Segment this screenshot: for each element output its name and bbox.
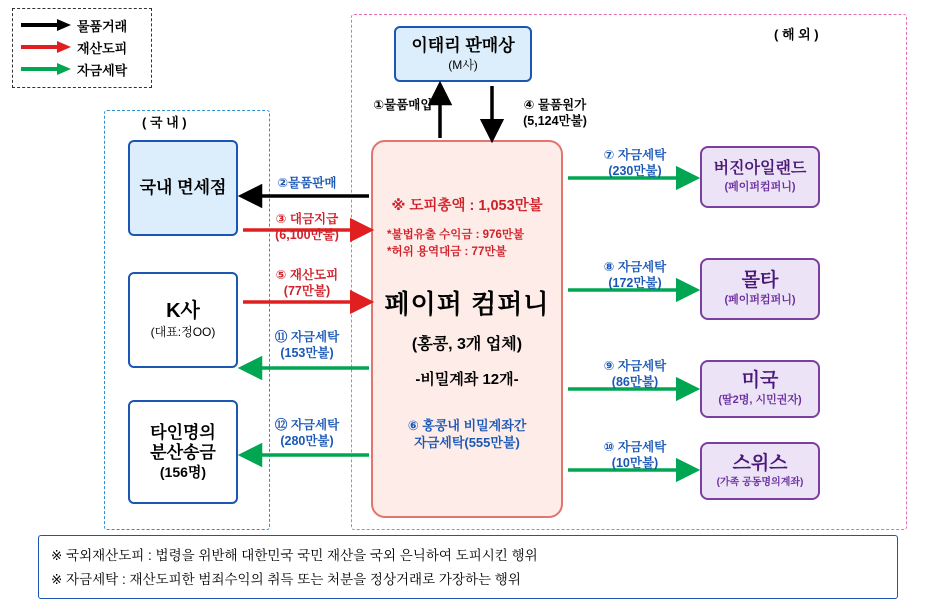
node-italy-seller-sub: (M사) xyxy=(448,57,478,72)
label-flow-8-num: ⑧ xyxy=(603,260,615,274)
label-flow-1-text: 물품매입 xyxy=(384,98,433,112)
label-flow-10 xyxy=(575,440,695,471)
node-italy-seller[interactable] xyxy=(394,26,532,82)
legend xyxy=(12,8,152,88)
label-flow-10-amount: (10만불) xyxy=(611,455,659,470)
node-usa-sub: (딸2명, 시민권자) xyxy=(718,394,802,407)
label-flow-12-amount: (280만불) xyxy=(280,433,334,448)
label-flow-5-amount: (77만불) xyxy=(283,283,331,298)
node-swiss-title: 스위스 xyxy=(732,453,788,475)
paper-company-internal-flow xyxy=(408,417,527,435)
paper-company-name: 페이퍼 컴퍼니 xyxy=(384,288,550,319)
green-arrow-icon xyxy=(19,62,71,76)
label-flow-5-num: ⑤ xyxy=(275,268,287,282)
label-flow-9-amount: (86만불) xyxy=(611,374,659,389)
label-flow-4-text: 물품원가 xyxy=(537,98,587,112)
label-flow-7-amount: (230만불) xyxy=(608,163,662,178)
node-paper-company[interactable] xyxy=(371,140,563,518)
label-flow-3 xyxy=(252,212,362,243)
label-flow-9-num: ⑨ xyxy=(603,359,615,373)
node-virgin-islands[interactable] xyxy=(700,146,820,208)
node-malta[interactable] xyxy=(700,258,820,320)
paper-company-internal-line1: 홍콩내 비밀계좌간 xyxy=(422,417,527,433)
node-swiss[interactable] xyxy=(700,442,820,500)
legend-item-laundering xyxy=(19,58,145,80)
node-k-company[interactable] xyxy=(128,272,238,368)
node-duty-free-shop-title: 국내 면세점 xyxy=(139,178,227,198)
black-arrow-icon xyxy=(19,18,71,32)
node-other-name-remittance[interactable] xyxy=(128,400,238,504)
paper-company-location: (홍콩, 3개 업체) xyxy=(411,335,523,353)
label-flow-5-text: 재산도피 xyxy=(289,268,339,282)
footer-note-2: ※ 자금세탁 : 재산도피한 범죄수익의 취득 또는 처분을 정상거래로 가장하는 행위 xyxy=(51,571,521,587)
label-flow-12-text: 자금세탁 xyxy=(290,418,340,432)
node-malta-sub: (페이퍼컴퍼니) xyxy=(724,294,796,307)
paper-company-detail-2: *허위 용역대금 : 77만불 xyxy=(387,246,507,259)
label-flow-7 xyxy=(575,148,695,179)
paper-company-internal-num: ⑥ xyxy=(407,417,419,433)
legend-item-goods xyxy=(19,14,145,36)
domestic-panel-title: ( 국 내 ) xyxy=(138,112,191,131)
overseas-panel-title: ( 해 외 ) xyxy=(770,24,823,43)
label-flow-4-amount: (5,124만불) xyxy=(523,113,587,128)
paper-company-detail-1: *불법유출 수익금 : 976만불 xyxy=(387,229,525,241)
label-flow-7-num: ⑦ xyxy=(603,148,615,162)
node-k-company-sub: (대표:정OO) xyxy=(150,325,216,340)
node-virgin-islands-title: 버진아일랜드 xyxy=(713,160,807,178)
footer-note-1: ※ 국외재산도피 : 법령을 위반해 대한민국 국민 재산을 국외 은닉하여 도피시킨 행위 xyxy=(51,548,538,563)
label-flow-2-text: 물품판매 xyxy=(288,176,337,190)
label-flow-10-text: 자금세탁 xyxy=(617,440,667,454)
node-swiss-sub: (가족 공동명의계좌) xyxy=(716,476,804,488)
label-flow-12 xyxy=(252,418,362,449)
paper-company-accounts: -비밀계좌 12개- xyxy=(415,370,519,388)
label-flow-1 xyxy=(358,98,448,114)
node-other-name-remittance-title2: 분산송금 xyxy=(150,442,216,462)
paper-company-total-label: ※ 도피총액 : 1,053만불 xyxy=(391,198,543,214)
node-malta-title: 몰타 xyxy=(741,270,779,292)
node-other-name-remittance-title: 타인명의 xyxy=(150,423,216,443)
node-italy-seller-title: 이태리 판매상 xyxy=(411,36,515,56)
label-flow-5 xyxy=(252,268,362,299)
label-flow-9-text: 자금세탁 xyxy=(617,359,667,373)
legend-item-asset-flight xyxy=(19,36,145,58)
node-usa-title: 미국 xyxy=(741,370,779,392)
legend-label-goods: 물품거래 xyxy=(77,18,128,34)
label-flow-2 xyxy=(252,176,362,192)
label-flow-3-amount: (6,100만불) xyxy=(275,227,339,242)
label-flow-10-num: ⑩ xyxy=(603,440,615,454)
label-flow-4-num: ④ xyxy=(523,98,535,112)
paper-company-internal-line2: 자금세탁(555만불) xyxy=(414,435,520,451)
footer-notes xyxy=(38,535,898,599)
label-flow-11-text: 자금세탁 xyxy=(290,330,340,344)
label-flow-7-text: 자금세탁 xyxy=(617,148,667,162)
label-flow-12-num: ⑫ xyxy=(274,418,288,432)
legend-label-laundering: 자금세탁 xyxy=(77,62,128,78)
label-flow-8-amount: (172만불) xyxy=(608,275,662,290)
node-other-name-remittance-sub: (156명) xyxy=(159,464,207,481)
label-flow-11 xyxy=(252,330,362,361)
label-flow-11-num: ⑪ xyxy=(274,330,288,344)
node-usa[interactable] xyxy=(700,360,820,418)
label-flow-8-text: 자금세탁 xyxy=(617,260,667,274)
label-flow-8 xyxy=(575,260,695,291)
label-flow-2-num: ② xyxy=(277,176,289,190)
node-virgin-islands-sub: (페이퍼컴퍼니) xyxy=(724,180,796,193)
label-flow-4 xyxy=(500,98,610,129)
label-flow-3-text: 대금지급 xyxy=(289,212,339,226)
label-flow-9 xyxy=(575,359,695,390)
node-duty-free-shop[interactable] xyxy=(128,140,238,236)
legend-label-asset-flight: 재산도피 xyxy=(77,40,128,56)
node-k-company-title: K사 xyxy=(166,300,200,323)
label-flow-11-amount: (153만불) xyxy=(280,345,334,360)
label-flow-1-num: ① xyxy=(373,98,385,112)
label-flow-3-num: ③ xyxy=(275,212,287,226)
red-arrow-icon xyxy=(19,40,71,54)
